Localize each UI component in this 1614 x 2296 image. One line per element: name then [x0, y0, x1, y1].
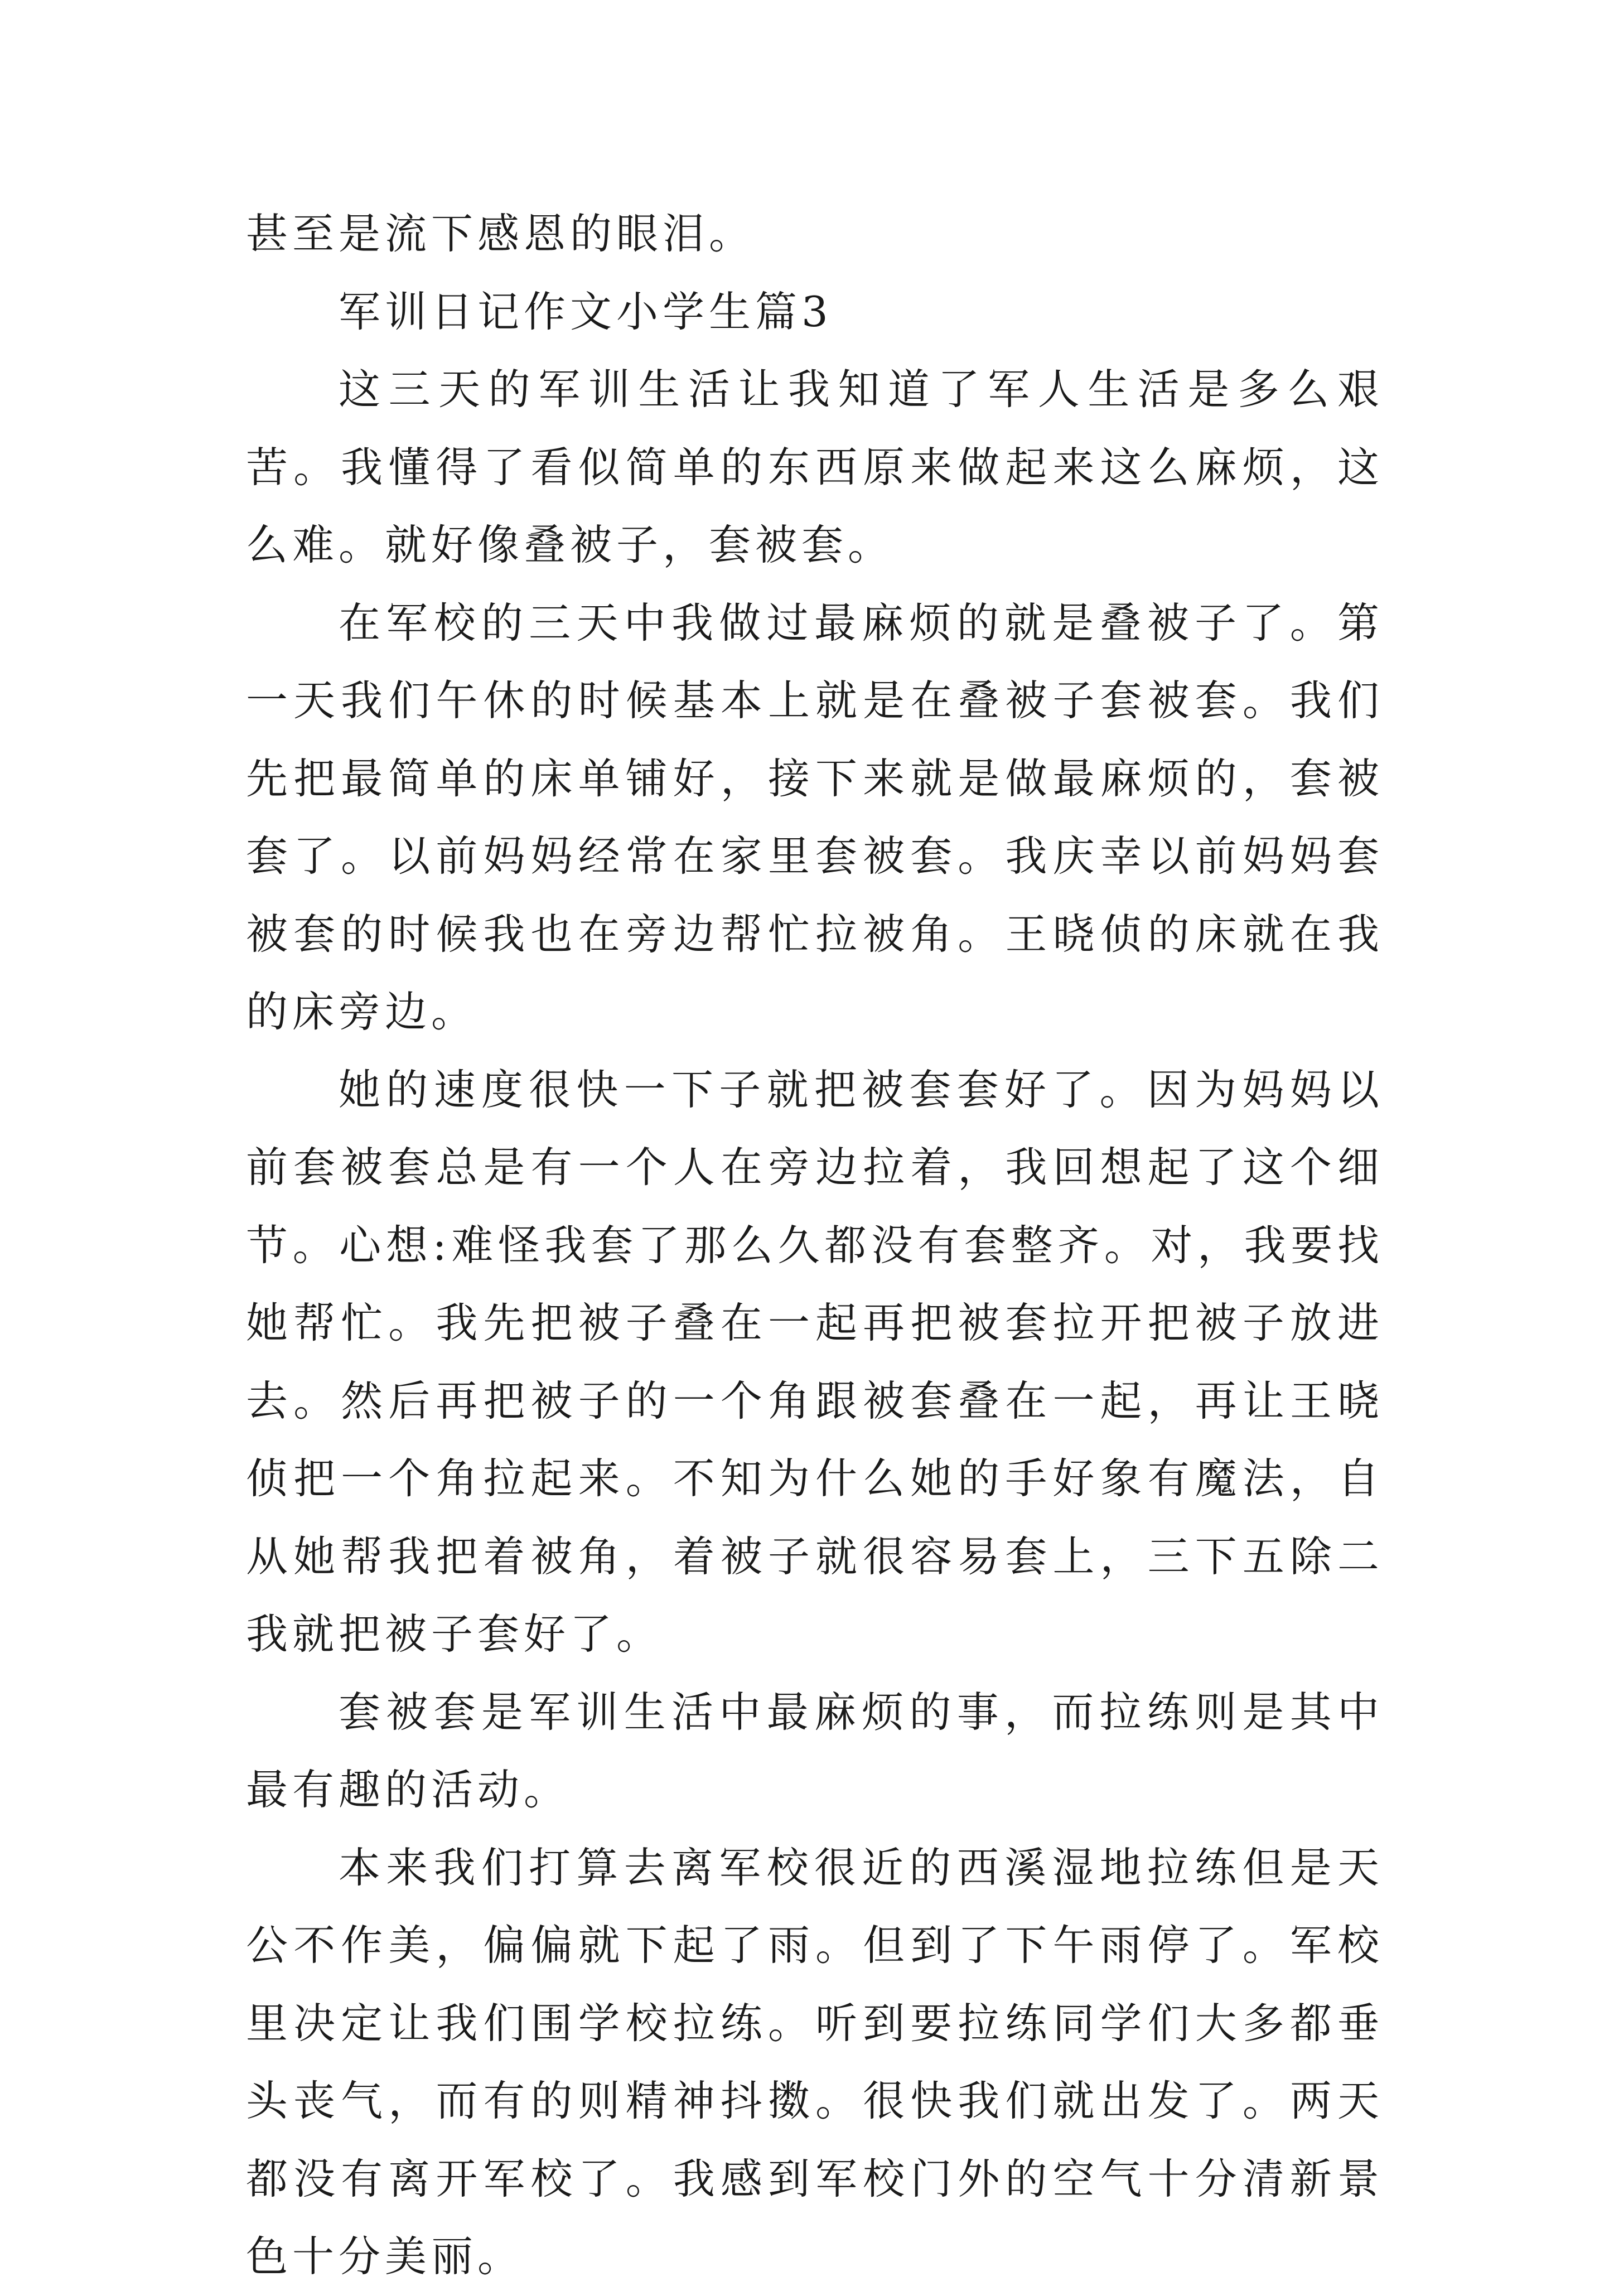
paragraph: 在军校的三天中我做过最麻烦的就是叠被子了。第一天我们午休的时候基本上就是在叠被子套被套。我们先把最简单的床单铺好，接下来就是做最麻烦的，套被套了。以前妈妈经常在家里套被套。我庆幸以前妈妈套被套的时候我也在旁边帮忙拉被角。王晓侦的床就在我的床旁边。: [246, 598, 1384, 1036]
paragraph-continuation: 甚至是流下感恩的眼泪。: [246, 209, 756, 258]
paragraph: 本来我们打算去离军校很近的西溪湿地拉练但是天公不作美，偏偏就下起了雨。但到了下午雨停了。军校里决定让我们围学校拉练。听到要拉练同学们大多都垂头丧气，而有的则精神抖擞。很快我们就出发了。两天都没有离开军校了。我感到军校门外的空气十分清新景色十分美丽。: [246, 1843, 1384, 2281]
paragraph: 这三天的军训生活让我知道了军人生活是多么艰苦。我懂得了看似简单的东西原来做起来这么麻烦，这么难。就好像叠被子，套被套。: [246, 365, 1384, 569]
section-heading: 军训日记作文小学生篇3: [339, 287, 833, 336]
paragraph: 她的速度很快一下子就把被套套好了。因为妈妈以前套被套总是有一个人在旁边拉着，我回想起了这个细节。心想:难怪我套了那么久都没有套整齐。对，我要找她帮忙。我先把被子叠在一起再把被套拉开把被子放进去。然后再把被子的一个角跟被套叠在一起，再让王晓侦把一个角拉起来。不知为什么她的手好象有魔法，自从她帮我把着被角，着被子就很容易套上，三下五除二我就把被子套好了。: [246, 1065, 1384, 1659]
document-body: [246, 195, 1384, 2296]
paragraph: 套被套是军训生活中最麻烦的事，而拉练则是其中最有趣的活动。: [246, 1687, 1384, 1814]
